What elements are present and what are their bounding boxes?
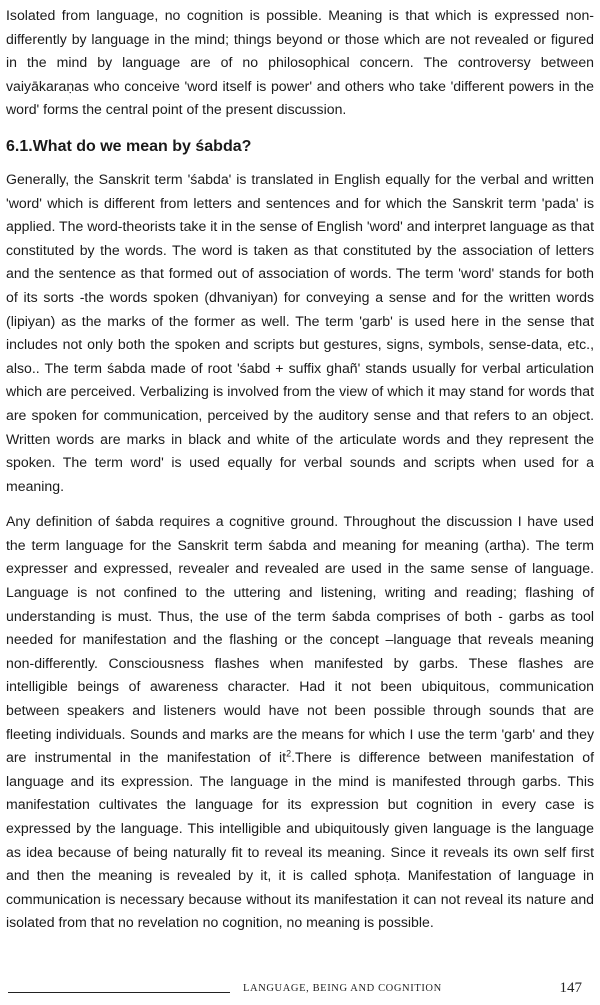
section-heading: 6.1.What do we mean by śabda? <box>6 137 252 155</box>
body-paragraph-3 <box>6 510 594 935</box>
page-footer <box>8 980 590 1000</box>
paragraph-3-part-1: Any definition of śabda requires a cognitive ground. Throughout the discussion I have used the term language for the Sanskrit term śabda and meaning for meaning (artha). The term expresser and expressed, revealer and revealed are used in the same sense of language. Language is not confined to the uttering and listening, writing and reading; flashing of understanding is must. Thus, the use of the term śabda comprises of both - garbs as tool needed for manifestation and the flashing or the concept –language that reveals meaning non-differently. Consciousness flashes when manifested by garbs. These flashes are intelligible beings of awareness character. Had it not been ubiquitous, communication between speakers and listeners would have not been possible through sounds that are fleeting individuals. Sounds and marks are the means for which I use the term 'garb' and they are instrumental in the manifestation of it <box>6 513 594 766</box>
paragraph-3-part-2: .There is difference between manifestation of language and its expression. The language in the mind is manifested through garbs. This manifestation cultivates the language for its expression but cognition in every case is expressed by the language. This intelligible and ubiquitously given language is the language as idea because of being naturally fit to reveal its meaning. Since it reveals its own self first and then the meaning is revealed by it, it is called sphoṭa. Manifestation of language in communication is necessary because without its manifestation it can not reveal its nature and isolated from that no revelation no cognition, no meaning is possible. <box>6 749 594 931</box>
footer-rule <box>8 992 230 993</box>
page-body <box>6 4 594 947</box>
running-title: LANGUAGE, BEING AND COGNITION <box>243 983 442 994</box>
intro-paragraph: Isolated from language, no cognition is possible. Meaning is that which is expressed non-differently by language in the mind; things beyond or those which are not revealed or figured in the mind by language are of no philosophical concern. The controversy between vaiyākaraṇas who conceive 'word itself is power' and others who take 'different powers in the word' forms the central point of the present discussion. <box>6 7 594 118</box>
page-number: 147 <box>559 980 582 996</box>
body-paragraph-2: Generally, the Sanskrit term 'śabda' is translated in English equally for the verbal and written 'word' which is different from letters and sentences and for which the Sanskrit term 'pada' is applied. The word-theorists take it in the sense of English 'word' and interpret language as that constituted by the words. The word is taken as that constituted by the association of letters and the sentence as that formed out of association of words. The term 'word' stands for both of its sorts -the words spoken (dhvaniyan) for conveying a sense and for the written words (lipiyan) as the marks of the former as well. The term 'garb' is used here in the sense that includes not only both the spoken and scripts but gestures, signs, symbols, sense-data, etc., also.. The term śabda made of root 'śabd + suffix ghañ' stands usually for verbal articulation which are perceived. Verbalizing is involved from the view of which it may stand for words that are spoken for communication, perceived by the auditory sense and that refers to an object. Written words are marks in black and white of the articulate words and they represent the spoken. The term word' is used equally for verbal sounds and scripts when used for a meaning. <box>6 170 595 494</box>
footnote-marker: 2 <box>286 748 292 759</box>
